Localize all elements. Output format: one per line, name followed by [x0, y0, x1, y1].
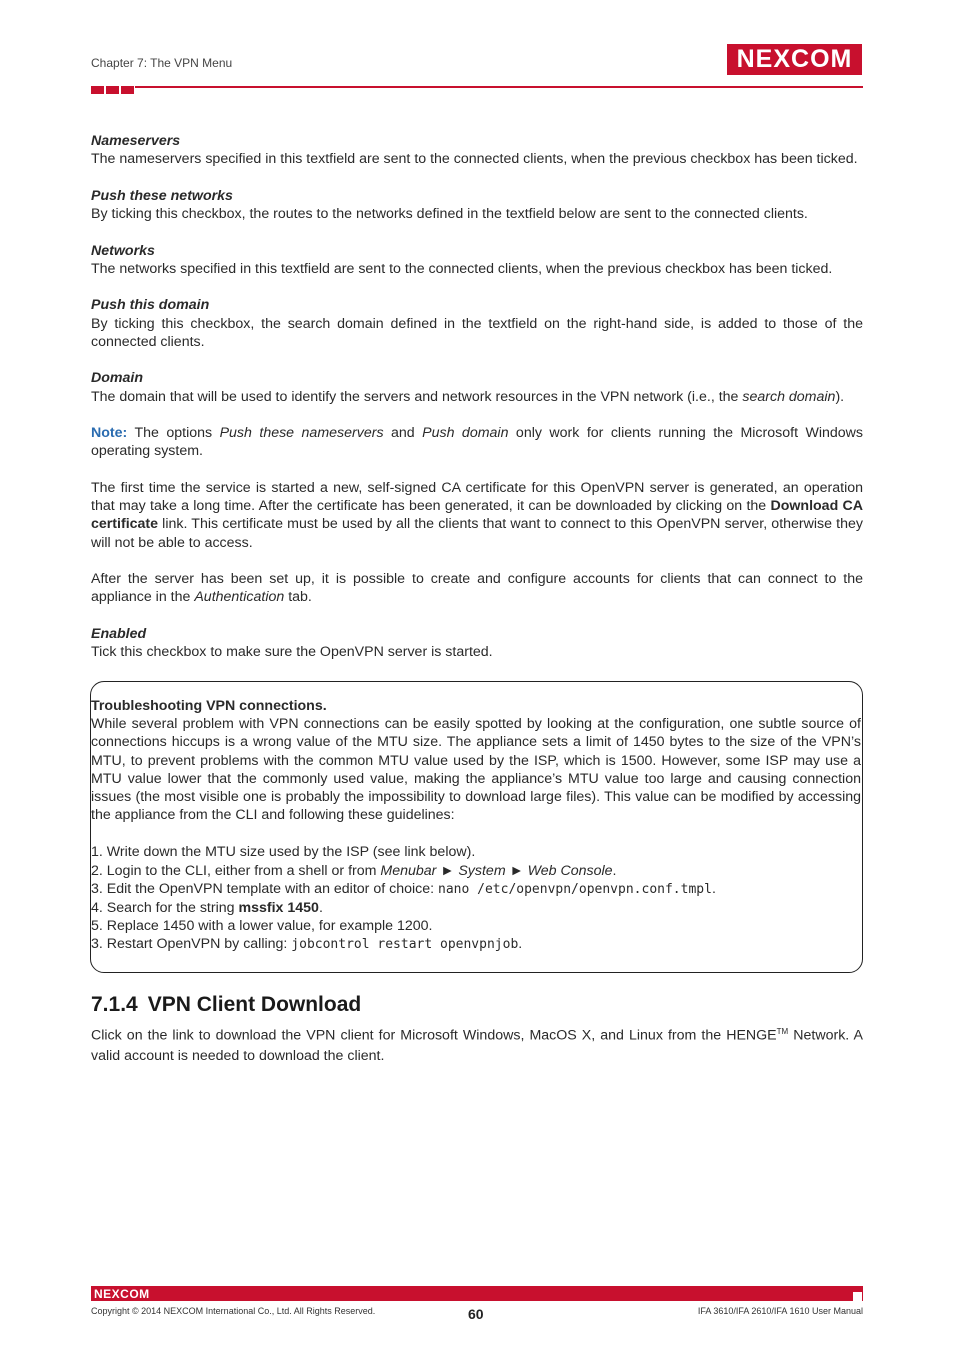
list-item — [91, 935, 861, 954]
section-heading: Domain — [91, 370, 144, 387]
text-bold: mssfix 1450 — [238, 900, 319, 917]
text-run: 3. Restart OpenVPN by calling: — [91, 936, 292, 953]
setup-paragraph — [91, 570, 863, 606]
header-decor-square — [91, 86, 104, 94]
section-heading: Nameservers — [91, 133, 181, 149]
text-emphasis: System — [458, 862, 506, 879]
footer-logo: NEXCOM — [94, 1287, 150, 1301]
text-run: . — [711, 880, 716, 897]
text-run: After the server has been set up, it is possible to create and configure accounts for clients that can connect to the appliance in the — [91, 571, 863, 606]
manual-title: IFA 3610/IFA 2610/IFA 1610 User Manual — [697, 1306, 863, 1316]
section-title — [91, 993, 361, 1017]
footer-bar — [91, 1286, 863, 1301]
troubleshooting-body: While several problem with VPN connections can be easily spotted by looking at the configuration, one subtle source of connections hiccups is a wrong value of the MTU size. The appliance sets a limit of 1450 bytes to the size of the VPN’s MTU, to prevent problems with the common MTU value used by the ISP, which is 1500. However, some ISP may use a MTU value lower that the commonly used value, making the appliance’s MTU value too large and causing connection issues (the most visible one is probably the impossibility to download large files). This value can be modified by accessing the appliance from the CLI and following these guidelines: — [91, 716, 861, 824]
text-run: The domain that will be used to identify the servers and network resources in the VPN network (i.e., the — [91, 388, 743, 405]
text-run: ). — [835, 388, 845, 405]
text-run: 3. Edit the OpenVPN template with an editor of choice: — [91, 880, 438, 897]
text-run: 2. Login to the CLI, either from a shell or from — [91, 862, 381, 879]
section-body: The networks specified in this textfield are sent to the connected clients, when the previous checkbox has been ticked. — [91, 260, 833, 277]
text-run: 4. Search for the string — [91, 900, 239, 917]
text-run: only work for clients running the Microsoft Windows operating system. — [91, 425, 864, 460]
nexcom-logo: NEXCOM — [727, 44, 862, 75]
page-number: 60 — [468, 1306, 484, 1322]
chapter-title: Chapter 7: The VPN Menu — [91, 56, 233, 70]
list-item — [91, 899, 861, 917]
list-item — [91, 862, 861, 880]
note-label: Note: — [91, 425, 128, 442]
text-emphasis: Push domain — [422, 425, 509, 442]
vpn-client-paragraph — [91, 1022, 863, 1066]
troubleshooting-steps — [91, 843, 861, 954]
text-run: Network. A valid account is needed to download the client. — [91, 1027, 863, 1064]
main-content — [91, 132, 863, 661]
code-snippet: jobcontrol restart openvpnjob — [291, 937, 519, 953]
section-heading: Push this domain — [91, 297, 210, 314]
section-body: Tick this checkbox to make sure the OpenVPN server is started. — [91, 644, 493, 661]
code-snippet: nano /etc/openvpn/openvpn.conf.tmpl — [438, 881, 712, 897]
section-heading: Enabled — [91, 625, 147, 642]
text-run: . — [318, 900, 323, 917]
header-rule — [135, 86, 863, 88]
troubleshooting-title: Troubleshooting VPN connections. — [91, 698, 327, 714]
text-run: . — [612, 862, 617, 879]
text-emphasis: Authentication — [194, 589, 285, 606]
troubleshooting-content — [91, 697, 861, 955]
copyright-text: Copyright © 2014 NEXCOM International Co., Ltd. All Rights Reserved. — [91, 1306, 376, 1316]
section-body: By ticking this checkbox, the routes to the networks defined in the textfield below are sent to the connected clients. — [91, 206, 808, 222]
section-heading: Networks — [91, 242, 155, 259]
footer-decor-square — [853, 1292, 862, 1301]
header-decor-square — [121, 86, 134, 94]
section-body: The nameservers specified in this textfield are sent to the connected clients, when the previous checkbox has been ticked. — [91, 151, 858, 168]
text-run: and — [383, 425, 423, 442]
arrow-icon: ► — [505, 862, 528, 879]
text-run: Click on the link to download the VPN client for Microsoft Windows, MacOS X, and Linux from the HENGE — [91, 1027, 777, 1044]
header-decor-square — [106, 86, 119, 94]
text-emphasis: Web Console — [527, 862, 613, 879]
text-emphasis: Menubar — [380, 862, 437, 879]
download-ca-certificate-link: Download CA certificate — [91, 498, 864, 533]
footer-decor-square — [842, 1286, 851, 1292]
text-run: The first time the service is started a new, self-signed CA certificate for this OpenVPN server is generated, an operation that may take a long time. After the certificate has been generated, it can be downloaded by clicking on the — [91, 479, 863, 515]
text-emphasis: Push these nameservers — [219, 425, 384, 442]
ca-certificate-paragraph — [91, 479, 863, 552]
text-run: tab. — [284, 589, 312, 606]
arrow-icon: ► — [436, 862, 459, 879]
text-emphasis: search domain — [742, 388, 836, 405]
section-title-text: VPN Client Download — [147, 993, 362, 1016]
text-run: . — [518, 936, 523, 953]
list-item: 1. Write down the MTU size used by the ISP (see link below). — [91, 844, 476, 861]
list-item: 5. Replace 1450 with a lower value, for example 1200. — [91, 918, 433, 935]
section-number: 7.1.4 — [91, 993, 138, 1016]
section-heading: Push these networks — [91, 187, 233, 204]
section-body: By ticking this checkbox, the search domain defined in the textfield on the right-hand side, is added to those of the connected clients. — [91, 315, 863, 350]
section-body — [91, 388, 863, 406]
text-run: The options — [127, 425, 220, 442]
list-item — [91, 880, 861, 899]
trademark-mark: TM — [776, 1027, 789, 1036]
note-paragraph — [91, 424, 863, 460]
text-run: link. This certificate must be used by all the clients that want to connect to this OpenVPN server, otherwise they will not be able to access. — [91, 516, 863, 551]
